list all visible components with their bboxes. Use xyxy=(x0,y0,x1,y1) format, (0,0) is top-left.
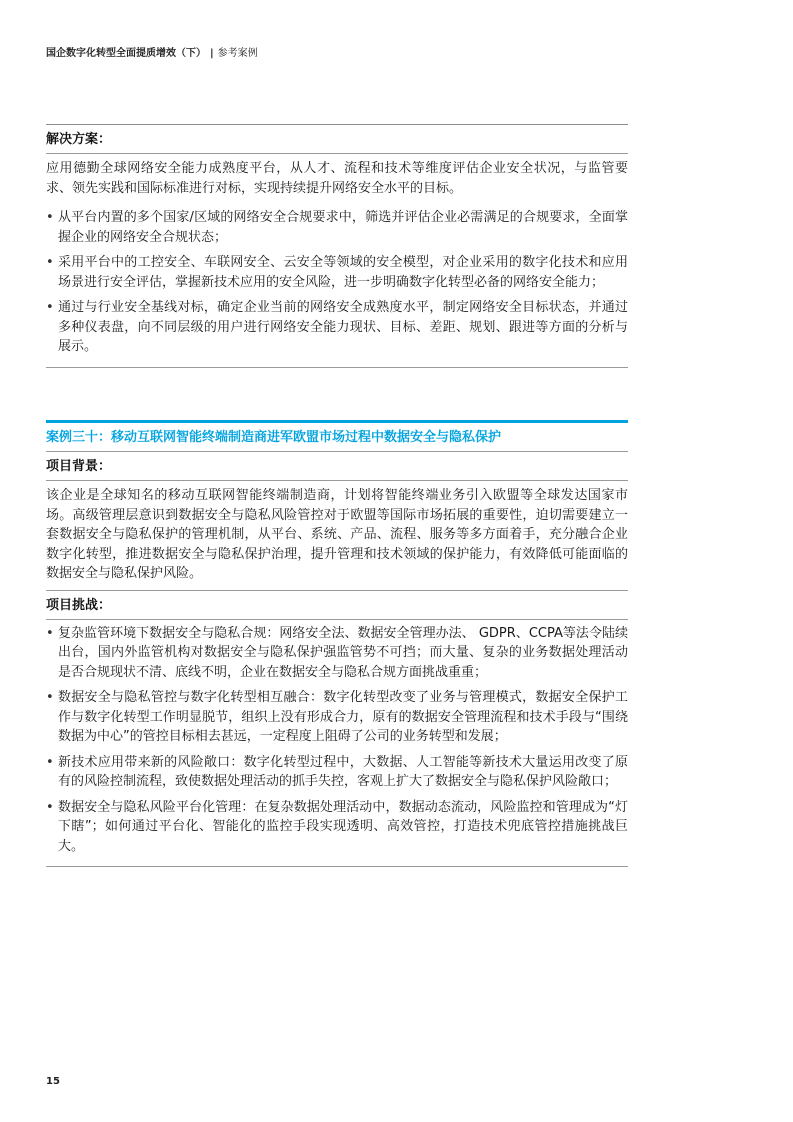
header-separator: | xyxy=(210,48,214,59)
page-number: 15 xyxy=(46,1076,60,1087)
solution-section xyxy=(46,124,628,368)
background-heading: 项目背景： xyxy=(46,459,112,474)
challenge-bullet: • 复杂监管环境下数据安全与隐私合规：网络安全法、数据安全管理办法、 GDPR、CCPA等法令陆续出台，国内外监管机构对数据安全与隐私保护强监管势不可挡；而大量、复杂的业务数据处理活动是否合规现状不清、底线不明，企业在数据安全与隐私合规方面挑战重重； xyxy=(46,624,628,683)
challenge-bottom-rule xyxy=(46,866,628,867)
header-title: 国企数字化转型全面提质增效（下） xyxy=(46,48,206,59)
challenge-heading: 项目挑战： xyxy=(46,597,112,613)
challenge-bullet: • 新技术应用带来新的风险敞口：数字化转型过程中，大数据、人工智能等新技术大量运用改变了原有的风险控制流程，致使数据处理活动的抓手失控，客观上扩大了数据安全与隐私保护风险敞口； xyxy=(46,753,628,792)
running-header xyxy=(46,44,258,59)
solution-intro: 应用德勤全球网络安全能力成熟度平台，从人才、流程和技术等维度评估企业安全状况，与监管要求、领先实践和国际标准进行对标，实现持续提升网络安全水平的目标。 xyxy=(46,161,628,196)
background-text: 该企业是全球知名的移动互联网智能终端制造商，计划将智能终端业务引入欧盟等全球发达国家市场。高级管理层意识到数据安全与隐私风险管控对于欧盟等国际市场拓展的重要性，迫切需要建立一套数据安全与隐私保护的管理机制，从平台、系统、产品、流程、服务等多方面着手，充分融合企业数字化转型，推进数据安全与隐私保护治理，提升管理和技术领域的保护能力，有效降低可能面临的数据安全与隐私保护风险。 xyxy=(46,488,628,581)
challenge-bullet: • 数据安全与隐私风险平台化管理：在复杂数据处理活动中，数据动态流动，风险监控和管理成为“灯下瞎”；如何通过平台化、智能化的监控手段实现透明、高效管控，打造技术兜底管控措施挑战巨大。 xyxy=(46,798,628,857)
case-title: 案例三十：移动互联网智能终端制造商进军欧盟市场过程中数据安全与隐私保护 xyxy=(46,430,502,445)
challenge-bullet-list xyxy=(46,620,628,867)
solution-bottom-rule xyxy=(46,367,628,368)
case-section xyxy=(46,420,628,867)
solution-bullet-list xyxy=(46,204,628,367)
solution-bullet: • 从平台内置的多个国家/区域的网络安全合规要求中，筛选并评估企业必需满足的合规要求，全面掌握企业的网络安全合规状态； xyxy=(46,208,628,247)
solution-bullet: • 通过与行业安全基线对标，确定企业当前的网络安全成熟度水平，制定网络安全目标状态，并通过多种仪表盘，向不同层级的用户进行网络安全能力现状、目标、差距、规划、跟进等方面的分析与展示。 xyxy=(46,298,628,357)
solution-bullet: • 采用平台中的工控安全、车联网安全、云安全等领域的安全模型，对企业采用的数字化技术和应用场景进行安全评估，掌握新技术应用的安全风险，进一步明确数字化转型必备的网络安全能力； xyxy=(46,253,628,292)
challenge-bullet: • 数据安全与隐私管控与数字化转型相互融合：数字化转型改变了业务与管理模式，数据安全保护工作与数字化转型工作明显脱节，组织上没有形成合力，原有的数据安全管理流程和技术手段与“围绕数据为中心”的管控目标相去甚远，一定程度上阻碍了公司的业务转型和发展； xyxy=(46,688,628,747)
header-subtitle: 参考案例 xyxy=(217,48,258,59)
solution-heading: 解决方案： xyxy=(46,132,112,147)
